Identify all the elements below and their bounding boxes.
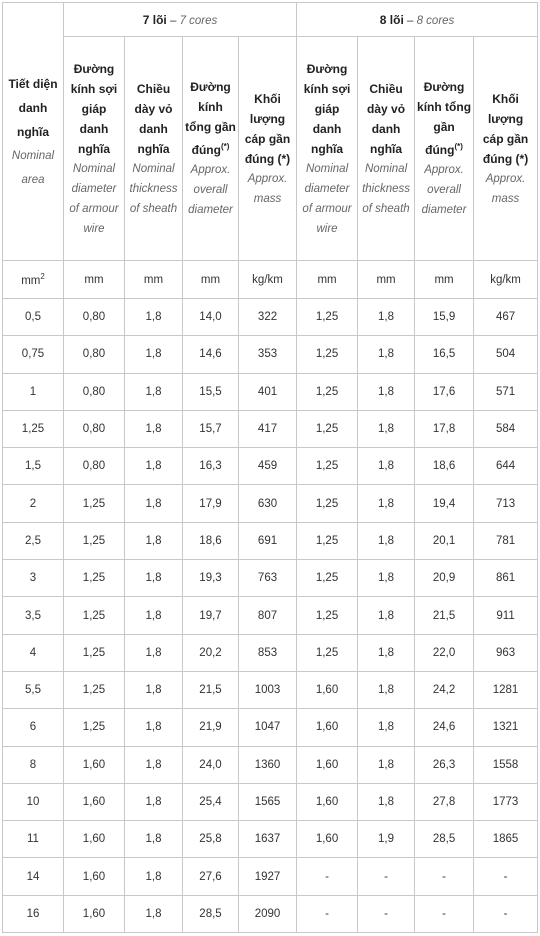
table-cell: 19,7 bbox=[183, 597, 239, 634]
table-cell: 3 bbox=[3, 560, 64, 597]
table-cell: 1,8 bbox=[358, 485, 415, 522]
table-cell: 1,8 bbox=[125, 560, 183, 597]
table-cell: 14 bbox=[3, 858, 64, 895]
table-cell: 1,60 bbox=[64, 783, 125, 820]
table-cell: 15,7 bbox=[183, 410, 239, 447]
table-cell: 19,3 bbox=[183, 560, 239, 597]
table-cell: 1,8 bbox=[358, 373, 415, 410]
table-cell: 1,60 bbox=[64, 895, 125, 932]
table-cell: 1,25 bbox=[297, 448, 358, 485]
table-row bbox=[3, 821, 538, 858]
group-separator: – bbox=[403, 14, 417, 27]
armour-wire-vi: Đường kính sợi giáp danh nghĩa bbox=[70, 61, 118, 156]
table-cell: 21,9 bbox=[183, 709, 239, 746]
table-cell: - bbox=[358, 858, 415, 895]
mass-header bbox=[474, 37, 538, 261]
table-cell: 1,8 bbox=[125, 448, 183, 485]
table-cell: 1,8 bbox=[358, 522, 415, 559]
armour-wire-header bbox=[64, 37, 125, 261]
armour-wire-en: Nominal diameter of armour wire bbox=[69, 162, 119, 235]
table-cell: 1,60 bbox=[64, 858, 125, 895]
table-row bbox=[3, 597, 538, 634]
table-cell: 1,5 bbox=[3, 448, 64, 485]
table-cell: 1,25 bbox=[64, 709, 125, 746]
nominal-area-label-vi: Tiết diện danh nghĩa bbox=[8, 76, 58, 139]
table-cell: 1,8 bbox=[358, 336, 415, 373]
table-cell: 10 bbox=[3, 783, 64, 820]
table-cell: 20,9 bbox=[415, 560, 474, 597]
mass-header bbox=[239, 37, 297, 261]
table-cell: 781 bbox=[474, 522, 538, 559]
table-cell: 1321 bbox=[474, 709, 538, 746]
table-cell: 1565 bbox=[239, 783, 297, 820]
group-label-vi: 8 lõi bbox=[379, 12, 404, 27]
sheath-vi: Chiều dày vỏ danh nghĩa bbox=[134, 81, 173, 156]
table-cell: 1,60 bbox=[297, 746, 358, 783]
table-cell: 1,8 bbox=[358, 299, 415, 336]
table-cell: 1,8 bbox=[358, 597, 415, 634]
table-cell: 691 bbox=[239, 522, 297, 559]
table-cell: 1,25 bbox=[297, 634, 358, 671]
table-cell: 0,75 bbox=[3, 336, 64, 373]
overall-diameter-vi: Đường kính tổng gần đúng(*) bbox=[185, 80, 236, 157]
table-row bbox=[3, 634, 538, 671]
table-row bbox=[3, 485, 538, 522]
table-cell: 911 bbox=[474, 597, 538, 634]
table-cell: 17,8 bbox=[415, 410, 474, 447]
group-label-en: 8 cores bbox=[416, 14, 455, 27]
table-cell: 0,5 bbox=[3, 299, 64, 336]
nominal-area-header bbox=[3, 3, 64, 261]
table-cell: 1,8 bbox=[125, 858, 183, 895]
table-cell: 1,8 bbox=[125, 410, 183, 447]
unit-cell: mm bbox=[415, 261, 474, 299]
table-cell: 353 bbox=[239, 336, 297, 373]
table-cell: 630 bbox=[239, 485, 297, 522]
table-row bbox=[3, 671, 538, 708]
table-row bbox=[3, 336, 538, 373]
table-row bbox=[3, 709, 538, 746]
unit-cell: mm bbox=[64, 261, 125, 299]
table-cell: - bbox=[415, 895, 474, 932]
table-cell: 27,8 bbox=[415, 783, 474, 820]
table-cell: 6 bbox=[3, 709, 64, 746]
table-cell: 20,2 bbox=[183, 634, 239, 671]
unit-cell: mm bbox=[125, 261, 183, 299]
table-cell: 1,8 bbox=[125, 597, 183, 634]
table-cell: 571 bbox=[474, 373, 538, 410]
table-cell: - bbox=[474, 858, 538, 895]
table-cell: 1,25 bbox=[64, 560, 125, 597]
table-cell: 2 bbox=[3, 485, 64, 522]
table-cell: 1558 bbox=[474, 746, 538, 783]
table-cell: 1865 bbox=[474, 821, 538, 858]
group-header-7-cores bbox=[64, 3, 297, 37]
table-cell: 1,8 bbox=[358, 783, 415, 820]
table-cell: 1,8 bbox=[125, 671, 183, 708]
footnote-mark: (*) bbox=[454, 142, 463, 151]
table-cell: 15,9 bbox=[415, 299, 474, 336]
mass-en: Approx. mass bbox=[247, 172, 288, 205]
table-cell: - bbox=[474, 895, 538, 932]
table-row bbox=[3, 746, 538, 783]
table-cell: 1,8 bbox=[358, 671, 415, 708]
table-cell: 1,8 bbox=[125, 709, 183, 746]
table-row bbox=[3, 560, 538, 597]
table-cell: 713 bbox=[474, 485, 538, 522]
table-row bbox=[3, 858, 538, 895]
table-cell: 16,3 bbox=[183, 448, 239, 485]
table-cell: 1,8 bbox=[125, 299, 183, 336]
table-row bbox=[3, 522, 538, 559]
table-cell: - bbox=[358, 895, 415, 932]
mass-en: Approx. mass bbox=[485, 172, 526, 205]
table-row bbox=[3, 448, 538, 485]
table-cell: 1,25 bbox=[297, 522, 358, 559]
table-cell: 963 bbox=[474, 634, 538, 671]
table-cell: 1,8 bbox=[358, 560, 415, 597]
table-cell: 1,25 bbox=[64, 671, 125, 708]
table-cell: 1047 bbox=[239, 709, 297, 746]
table-cell: 1,8 bbox=[358, 746, 415, 783]
table-cell: 1,60 bbox=[64, 746, 125, 783]
table-cell: 21,5 bbox=[183, 671, 239, 708]
table-cell: 1,8 bbox=[125, 336, 183, 373]
sheath-en: Nominal thickness of sheath bbox=[362, 162, 410, 215]
table-cell: 644 bbox=[474, 448, 538, 485]
overall-diameter-header bbox=[415, 37, 474, 261]
table-cell: 1,8 bbox=[125, 895, 183, 932]
table-cell: 5,5 bbox=[3, 671, 64, 708]
table-cell: 763 bbox=[239, 560, 297, 597]
table-cell: - bbox=[297, 895, 358, 932]
table-cell: 1,25 bbox=[64, 485, 125, 522]
group-label-vi: 7 lõi bbox=[142, 12, 167, 27]
table-cell: 16 bbox=[3, 895, 64, 932]
overall-diameter-vi: Đường kính tổng gần đúng(*) bbox=[417, 80, 472, 157]
table-cell: 1927 bbox=[239, 858, 297, 895]
table-cell: 17,6 bbox=[415, 373, 474, 410]
table-cell: 584 bbox=[474, 410, 538, 447]
table-cell: 1,8 bbox=[358, 709, 415, 746]
table-cell: 8 bbox=[3, 746, 64, 783]
table-cell: 1,25 bbox=[64, 634, 125, 671]
table-cell: 28,5 bbox=[183, 895, 239, 932]
table-cell: 467 bbox=[474, 299, 538, 336]
sheath-en: Nominal thickness of sheath bbox=[129, 162, 178, 215]
group-separator: – bbox=[166, 14, 180, 27]
table-cell: 1773 bbox=[474, 783, 538, 820]
table-cell: 1,8 bbox=[125, 821, 183, 858]
table-cell: 853 bbox=[239, 634, 297, 671]
unit-cell: mm bbox=[183, 261, 239, 299]
overall-diameter-en: Approx. overall diameter bbox=[421, 164, 467, 216]
table-cell: 19,4 bbox=[415, 485, 474, 522]
table-cell: - bbox=[415, 858, 474, 895]
table-cell: 1360 bbox=[239, 746, 297, 783]
table-cell: 2,5 bbox=[3, 522, 64, 559]
table-cell: 0,80 bbox=[64, 299, 125, 336]
table-row bbox=[3, 783, 538, 820]
table-body bbox=[3, 299, 538, 933]
mass-vi: Khối lượng cáp gần đúng (*) bbox=[244, 91, 291, 166]
table-cell: 1,25 bbox=[64, 597, 125, 634]
group-label-en: 7 cores bbox=[179, 14, 218, 27]
armour-wire-header bbox=[297, 37, 358, 261]
table-cell: 1,25 bbox=[297, 410, 358, 447]
footnote-mark: (*) bbox=[220, 142, 230, 151]
table-cell: 459 bbox=[239, 448, 297, 485]
table-cell: 16,5 bbox=[415, 336, 474, 373]
table-cell: 1,60 bbox=[297, 821, 358, 858]
table-cell: 1,60 bbox=[297, 709, 358, 746]
table-cell: 1,25 bbox=[3, 410, 64, 447]
table-cell: 15,5 bbox=[183, 373, 239, 410]
table-cell: 0,80 bbox=[64, 410, 125, 447]
table-cell: 26,3 bbox=[415, 746, 474, 783]
table-cell: 24,2 bbox=[415, 671, 474, 708]
group-header-8-cores bbox=[297, 3, 538, 37]
table-cell: 1,25 bbox=[297, 299, 358, 336]
table-cell: 322 bbox=[239, 299, 297, 336]
table-cell: 24,6 bbox=[415, 709, 474, 746]
table-cell: 24,0 bbox=[183, 746, 239, 783]
table-cell: 1 bbox=[3, 373, 64, 410]
table-cell: 14,0 bbox=[183, 299, 239, 336]
table-cell: 1,8 bbox=[358, 634, 415, 671]
table-cell: 504 bbox=[474, 336, 538, 373]
units-row bbox=[3, 261, 538, 299]
armour-wire-en: Nominal diameter of armour wire bbox=[302, 162, 352, 235]
table-row bbox=[3, 895, 538, 932]
table-cell: 861 bbox=[474, 560, 538, 597]
table-cell: 1,25 bbox=[297, 373, 358, 410]
overall-diameter-en: Approx. overall diameter bbox=[188, 164, 233, 216]
table-row bbox=[3, 299, 538, 336]
table-cell: 1637 bbox=[239, 821, 297, 858]
table-cell: 0,80 bbox=[64, 336, 125, 373]
unit-cell: mm bbox=[358, 261, 415, 299]
table-row bbox=[3, 410, 538, 447]
unit-cell: $mm^2$ bbox=[3, 261, 64, 299]
table-cell: 0,80 bbox=[64, 448, 125, 485]
table-cell: 11 bbox=[3, 821, 64, 858]
sheath-header bbox=[125, 37, 183, 261]
table-cell: 21,5 bbox=[415, 597, 474, 634]
cable-spec-table bbox=[2, 2, 538, 933]
sheath-vi: Chiều dày vỏ danh nghĩa bbox=[367, 81, 406, 156]
table-cell: 807 bbox=[239, 597, 297, 634]
table-cell: 1281 bbox=[474, 671, 538, 708]
table-cell: 18,6 bbox=[183, 522, 239, 559]
armour-wire-vi: Đường kính sợi giáp danh nghĩa bbox=[303, 61, 351, 156]
table-cell: 4 bbox=[3, 634, 64, 671]
unit-cell: kg/km bbox=[239, 261, 297, 299]
table-cell: 1003 bbox=[239, 671, 297, 708]
sheath-header bbox=[358, 37, 415, 261]
table-cell: 1,25 bbox=[297, 336, 358, 373]
table-row bbox=[3, 373, 538, 410]
unit-cell: mm bbox=[297, 261, 358, 299]
table-cell: 2090 bbox=[239, 895, 297, 932]
table-cell: 1,60 bbox=[297, 671, 358, 708]
table-cell: 1,8 bbox=[125, 746, 183, 783]
table-cell: 17,9 bbox=[183, 485, 239, 522]
table-cell: 1,8 bbox=[125, 783, 183, 820]
table-cell: 1,25 bbox=[64, 522, 125, 559]
table-cell: 1,25 bbox=[297, 597, 358, 634]
table-cell: 0,80 bbox=[64, 373, 125, 410]
table-cell: 1,8 bbox=[125, 522, 183, 559]
table-cell: 1,8 bbox=[358, 410, 415, 447]
nominal-area-label-en: Nominal area bbox=[11, 149, 55, 186]
table-cell: 27,6 bbox=[183, 858, 239, 895]
table-cell: 18,6 bbox=[415, 448, 474, 485]
table-cell: 14,6 bbox=[183, 336, 239, 373]
table-cell: 1,60 bbox=[64, 821, 125, 858]
table-cell: 1,25 bbox=[297, 485, 358, 522]
table-cell: 1,9 bbox=[358, 821, 415, 858]
table-cell: 1,60 bbox=[297, 783, 358, 820]
table-cell: 417 bbox=[239, 410, 297, 447]
mass-vi: Khối lượng cáp gần đúng (*) bbox=[482, 91, 529, 166]
table-cell: 20,1 bbox=[415, 522, 474, 559]
table-cell: 28,5 bbox=[415, 821, 474, 858]
table-cell: 1,8 bbox=[125, 634, 183, 671]
table-cell: - bbox=[297, 858, 358, 895]
overall-diameter-header bbox=[183, 37, 239, 261]
table-cell: 25,8 bbox=[183, 821, 239, 858]
unit-cell: kg/km bbox=[474, 261, 538, 299]
table-cell: 22,0 bbox=[415, 634, 474, 671]
table-cell: 1,8 bbox=[125, 485, 183, 522]
table-cell: 1,8 bbox=[125, 373, 183, 410]
table-cell: 1,25 bbox=[297, 560, 358, 597]
table-cell: 401 bbox=[239, 373, 297, 410]
table-cell: 25,4 bbox=[183, 783, 239, 820]
table-cell: 3,5 bbox=[3, 597, 64, 634]
table-cell: 1,8 bbox=[358, 448, 415, 485]
